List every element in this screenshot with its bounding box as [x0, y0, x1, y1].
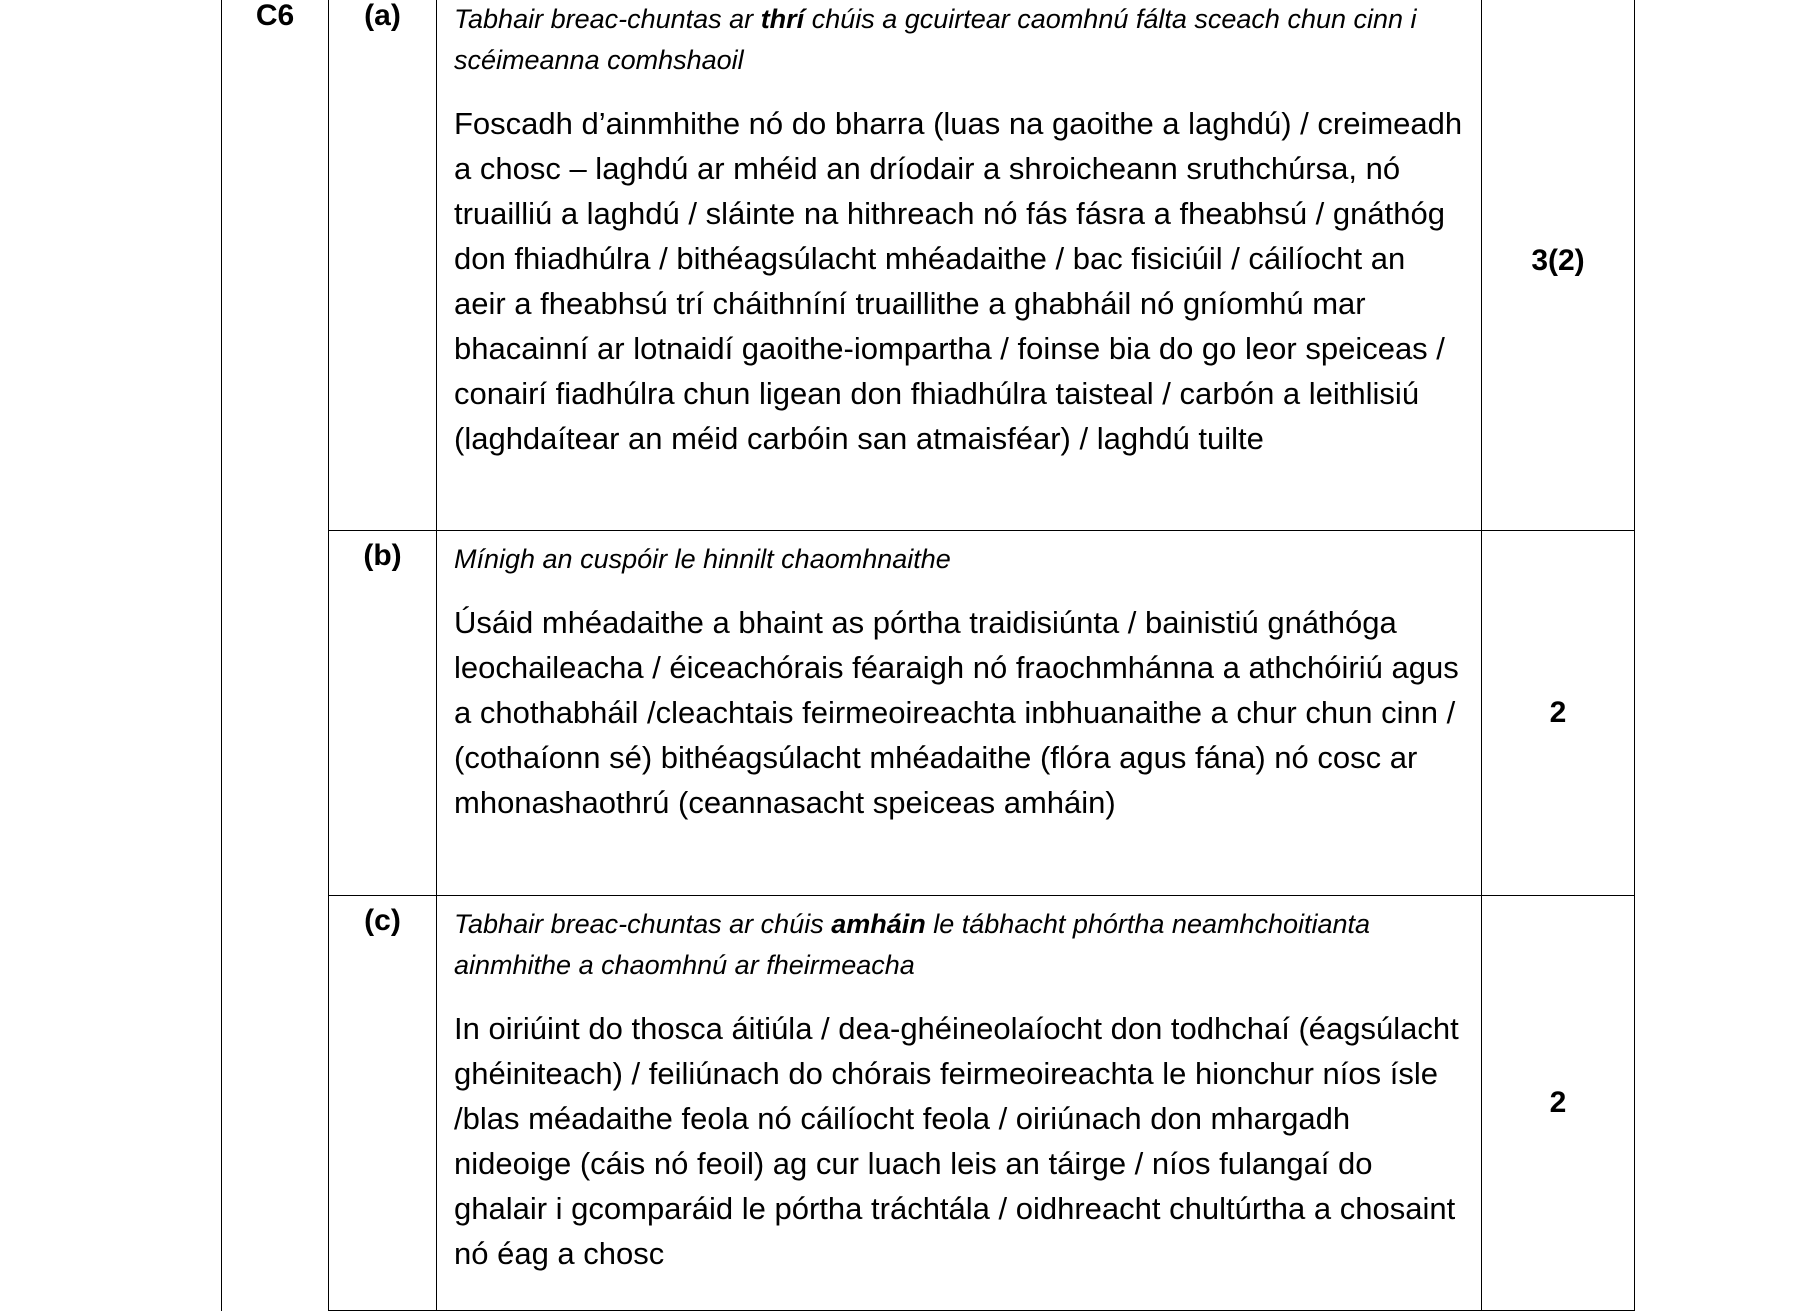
part-label-cell [329, 0, 437, 531]
marks-value: 2 [1549, 696, 1567, 729]
question-text: Mínigh an cuspóir le hinnilt chaomhnaithe [454, 544, 951, 574]
part-label-cell [329, 531, 437, 896]
marks-cell [1482, 531, 1635, 896]
table-row-part-c [222, 896, 1635, 1311]
part-label: (c) [364, 904, 401, 937]
question-text: Tabhair breac-chuntas ar chúis amháin le tábhacht phórtha neamhchoitianta ainmhithe a chaomhnú ar fheirmeacha [454, 909, 1371, 980]
question-number-cell [222, 0, 329, 1311]
table-row-part-a [222, 0, 1635, 531]
answer-text: In oiriúint do thosca áitiúla / dea-ghéineolaíocht don todhchaí (éagsúlacht ghéiniteach) / feiliúnach do chórais feirmeoireachta le hionchur níos ísle /blas méadaithe feola nó cáilíocht feola / oiriúnach don mhargadh nideoige (cáis nó feoil) ag cur luach leis an táirge / níos fulangaí do ghalair i gcomparáid le pórtha tráchtála / oidhreacht chultúrtha a chosaint nó éag a chosc [454, 1011, 1459, 1271]
marks-cell [1482, 0, 1635, 531]
table-row-part-b [222, 531, 1635, 896]
marks-value: 3(2) [1531, 243, 1585, 277]
part-label: (a) [364, 0, 401, 32]
marks-cell [1482, 896, 1635, 1311]
marks-value: 2 [1549, 1086, 1567, 1119]
marking-scheme-table [221, 0, 1635, 1311]
part-label: (b) [363, 539, 402, 572]
question-emphasis: thrí [760, 4, 805, 34]
part-label-cell [329, 896, 437, 1311]
question-number: C6 [255, 0, 295, 32]
part-content-cell [437, 896, 1482, 1311]
question-text: Tabhair breac-chuntas ar thrí chúis a gcuirtear caomhnú fálta sceach chun cinn i scéimeanna comhshaoil [454, 4, 1417, 75]
answer-text: Foscadh d’ainmhithe nó do bharra (luas na gaoithe a laghdú) / creimeadh a chosc – laghdú ar mhéid an dríodair a shroicheann sruthchúrsa, nó truailliú a laghdú / sláinte na hithreach nó fás fásra a fheabhsú / gnáthóg don fhiadhúlra / bithéagsúlacht mhéadaithe / bac fisiciúil / cáilíocht an aeir a fheabhsú trí cháithníní truaillithe a ghabháil nó gníomhú mar bhacainní ar lotnaidí gaoithe-iompartha / foinse bia do go leor speiceas / conairí fiadhúlra chun ligean don fhiadhúlra taisteal / carbón a leithlisiú (laghdaítear an méid carbóin san atmaisféar) / laghdú tuilte [454, 106, 1463, 456]
part-content-cell [437, 0, 1482, 531]
part-content-cell [437, 531, 1482, 896]
question-emphasis: amháin [831, 909, 926, 939]
answer-text: Úsáid mhéadaithe a bhaint as pórtha traidisiúnta / bainistiú gnáthóga leochaileacha / éiceachórais féaraigh nó fraochmhánna a athchóiriú agus a chothabháil /cleachtais feirmeoireachta inbhuanaithe a chur chun cinn / (cothaíonn sé) bithéagsúlacht mhéadaithe (flóra agus fána) nó cosc ar mhonashaothrú (ceannasacht speiceas amháin) [454, 605, 1459, 820]
